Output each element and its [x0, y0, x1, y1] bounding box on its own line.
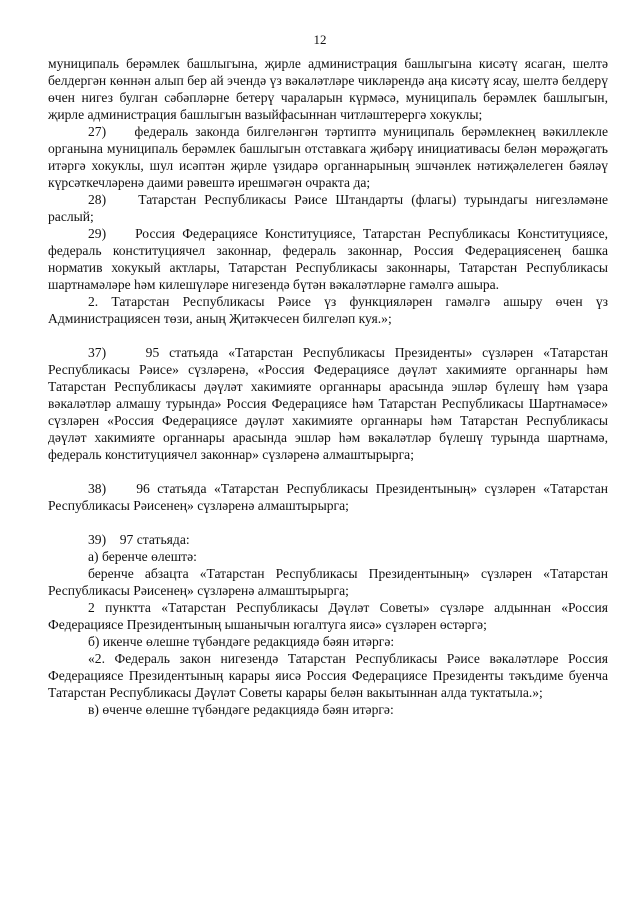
paragraph: 37) 95 статьяда «Татарстан Республикасы Президенты» сүзләрен «Татарстан Республикасы Рәисе» сүзләренә, «Россия Федерациясе дәүләт хакимияте органнары һәм Татарстан Республикасы дәүләт хакимияте органнары арасында эшләр бүлешү һәм үзара вәкаләтләр алмашу турында» Россия Федерациясе һәм Татарстан Республикасы Шартнамәсе» сүзләрен «Россия Федерациясе дәүләт хакимияте органнары һәм Татарстан Республикасы дәүләт хакимияте органнары арасында эшләр һәм вәкаләтләр бүлешү турында шартнамә, федераль конституциячел законнар» сүзләренә алмаштырырга;	[48, 345, 608, 462]
paragraph-gap	[48, 463, 608, 480]
paragraph-gap	[48, 327, 608, 344]
paragraph: 2 пунктта «Татарстан Республикасы Дәүләт Советы» сүзләре алдыннан «Россия Федерациясе Президентының ышанычын югалтуга яисә» сүзләрен өстәргә;	[48, 600, 608, 632]
paragraph: «2. Федераль закон нигезендә Татарстан Республикасы Рәисе вәкаләтләре Россия Федерациясе Президентының карары яисә Россия Федерациясе Президенты тәкъдиме буенча Татарстан Республикасы Дәүләт Советы карары белән вакытыннан алда туктатыла.»;	[48, 651, 608, 700]
paragraph: а) беренче өлештә:	[88, 549, 197, 564]
paragraph: 28) Татарстан Республикасы Рәисе Штандарты (флагы) турындагы нигезләмәне раслый;	[48, 192, 608, 224]
paragraph-gap	[48, 514, 608, 531]
paragraph: 39) 97 статьяда:	[88, 532, 190, 547]
paragraph: 29) Россия Федерациясе Конституциясе, Татарстан Республикасы Конституциясе, федераль конституциячел законнар, федераль законнар, Россия Федерациясенең башка норматив хокукый актлары, Татарстан Республикасы законнары, Татарстан Республикасы шартнамәләре һәм килешүләре нигезендә бүтән вәкаләтләрне гамәлгә ашыра.	[48, 226, 608, 292]
paragraph: беренче абзацта «Татарстан Республикасы Президентының» сүзләрен «Татарстан Республикасы Рәисенең» сүзләренә алмаштырырга;	[48, 566, 608, 598]
paragraph: 27) федераль законда билгеләнгән тәртиптә муниципаль берәмлекнең вәкиллекле органына муниципаль берәмлек башлыгын отставкага җибәрү инициативасы белән мөрәҗәгать итәргә хокуклы, шул исәптән җирле үзидарә органнарының эшчәнлек нәтиҗәлелеген бәяләү күрсәткечләренә даими рәвештә ирешмәгән очракта да;	[48, 124, 608, 190]
paragraph: в) өченче өлешне түбәндәге редакциядә бәян итәргә:	[88, 702, 394, 717]
paragraph: муниципаль берәмлек башлыгына, җирле администрация башлыгына кисәтү ясаган, шелтә белдергән көннән алып бер ай эчендә үз вәкаләтләре чикләрендә аңа кисәтү ясау, шелтә белдерү өчен нигез булган сәбәпләрне бетерү чараларын күрмәсә, муниципаль берәмлек башлыгын, җирле администрация башлыгын вазыйфасыннан читләштерергә хокуклы;	[48, 56, 608, 122]
page-number: 12	[313, 32, 327, 47]
document-body	[48, 55, 608, 718]
paragraph: б) икенче өлешне түбәндәге редакциядә бәян итәргә:	[88, 634, 395, 649]
paragraph: 38) 96 статьяда «Татарстан Республикасы Президентының» сүзләрен «Татарстан Республикасы Рәисенең» сүзләренә алмаштырырга;	[48, 481, 608, 513]
paragraph: 2. Татарстан Республикасы Рәисе үз функцияләрен гамәлгә ашыру өчен үз Администрациясен төзи, аның Җитәкчесен билгеләп куя.»;	[48, 294, 608, 326]
